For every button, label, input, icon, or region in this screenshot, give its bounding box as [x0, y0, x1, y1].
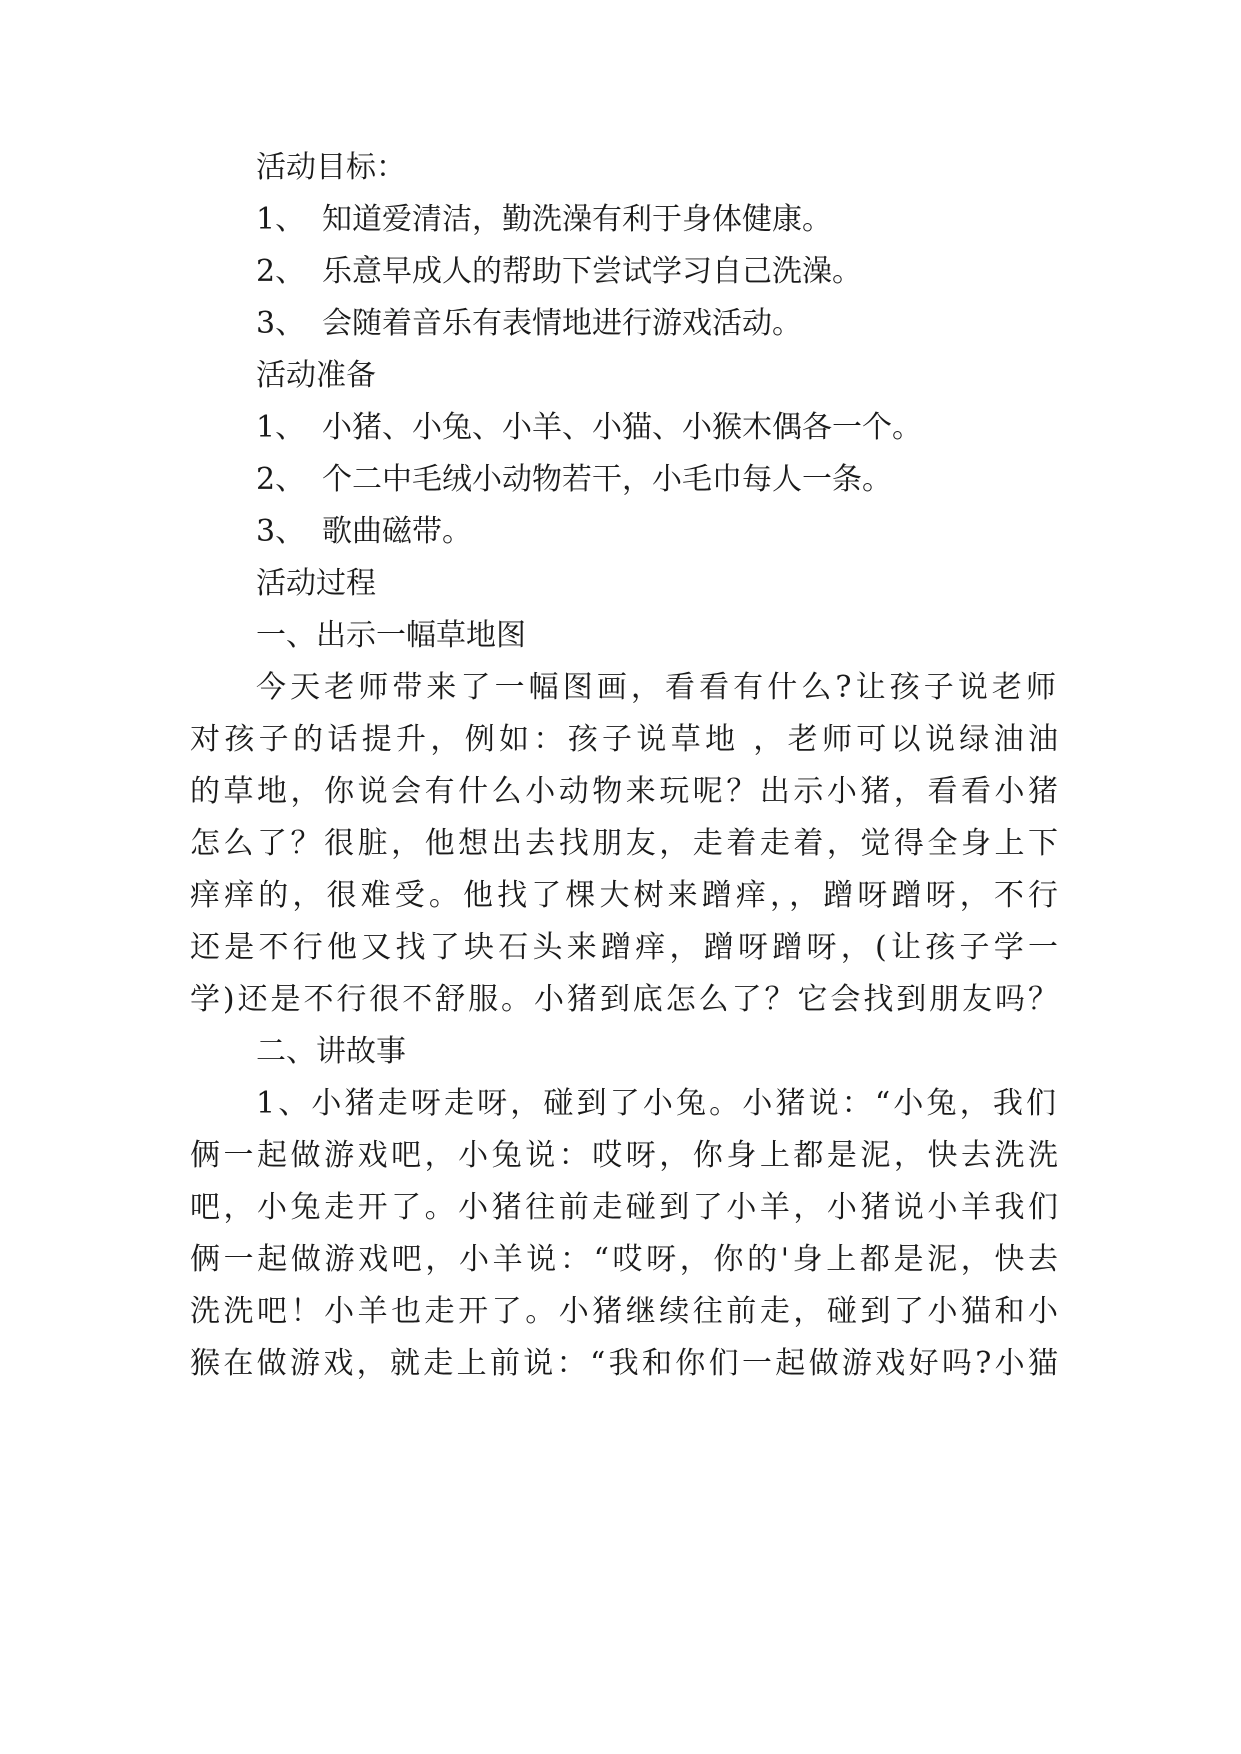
- para2-text: 猴在做游戏，就走上前说：“我和你们一起做游戏好吗?小猫: [190, 1346, 1058, 1381]
- step2-title: 二、讲故事: [256, 1034, 406, 1069]
- para1-line-6: [190, 928, 1058, 968]
- para1-line-1: [256, 668, 1056, 708]
- step1-title: 一、出示一幅草地图: [256, 618, 526, 653]
- para2-line-2: [190, 1136, 1058, 1176]
- para2-text: 吧，小兔走开了。小猪往前走碰到了小羊，小猪说小羊我们: [190, 1190, 1058, 1225]
- goal-text: 知道爱清洁，勤洗澡有利于身体健康。: [322, 202, 832, 237]
- prep-number: 2、: [256, 462, 306, 497]
- goal-number: 2、: [256, 254, 306, 289]
- para2-line-6: [190, 1344, 1058, 1384]
- goal-number: 3、: [256, 306, 306, 341]
- heading-prep: 活动准备: [256, 358, 376, 393]
- heading-process: 活动过程: [256, 566, 376, 601]
- para1-line-5: [190, 876, 1058, 916]
- para1-line-7: [190, 980, 1058, 1020]
- goal-text: 会随着音乐有表情地进行游戏活动。: [322, 306, 802, 341]
- goal-item-1: [256, 200, 832, 240]
- prep-number: 3、: [256, 514, 306, 549]
- prep-text: 个二中毛绒小动物若干，小毛巾每人一条。: [322, 462, 892, 497]
- para2-line-1: [256, 1084, 1056, 1124]
- para1-line-4: [190, 824, 1058, 864]
- para2-text: 洗洗吧！小羊也走开了。小猪继续往前走，碰到了小猫和小: [190, 1294, 1058, 1329]
- heading-goals: 活动目标：: [256, 150, 406, 185]
- prep-item-1: [256, 408, 922, 448]
- para1-text: 还是不行他又找了块石头来蹭痒，蹭呀蹭呀，(让孩子学一: [190, 930, 1058, 965]
- para2-line-3: [190, 1188, 1058, 1228]
- para1-text: 对孩子的话提升，例如：孩子说草地 ，老师可以说绿油油: [190, 722, 1058, 757]
- prep-item-2: [256, 460, 892, 500]
- para1-text: 痒痒的，很难受。他找了棵大树来蹭痒，，蹭呀蹭呀，不行: [190, 878, 1058, 913]
- prep-number: 1、: [256, 410, 306, 445]
- goal-text: 乐意早成人的帮助下尝试学习自己洗澡。: [322, 254, 862, 289]
- prep-item-3: [256, 512, 472, 552]
- para1-text: 的草地，你说会有什么小动物来玩呢？出示小猪，看看小猪: [190, 774, 1058, 809]
- para2-text: 俩一起做游戏吧，小兔说：哎呀，你身上都是泥，快去洗洗: [190, 1138, 1058, 1173]
- prep-text: 小猪、小兔、小羊、小猫、小猴木偶各一个。: [322, 410, 922, 445]
- para1-text: 学)还是不行很不舒服。小猪到底怎么了？它会找到朋友吗？: [190, 982, 1058, 1017]
- para2-text: 俩一起做游戏吧，小羊说：“哎呀，你的'身上都是泥，快去: [190, 1242, 1058, 1277]
- goal-number: 1、: [256, 202, 306, 237]
- goal-item-3: [256, 304, 802, 344]
- para2-line-5: [190, 1292, 1058, 1332]
- prep-text: 歌曲磁带。: [322, 514, 472, 549]
- para1-line-3: [190, 772, 1058, 812]
- goal-item-2: [256, 252, 862, 292]
- para1-text: 怎么了？很脏，他想出去找朋友，走着走着，觉得全身上下: [190, 826, 1058, 861]
- para2-text: 1、小猪走呀走呀，碰到了小兔。小猪说：“小兔，我们: [256, 1086, 1056, 1121]
- para1-text: 今天老师带来了一幅图画，看看有什么?让孩子说老师: [256, 670, 1056, 705]
- para1-line-2: [190, 720, 1058, 760]
- para2-line-4: [190, 1240, 1058, 1280]
